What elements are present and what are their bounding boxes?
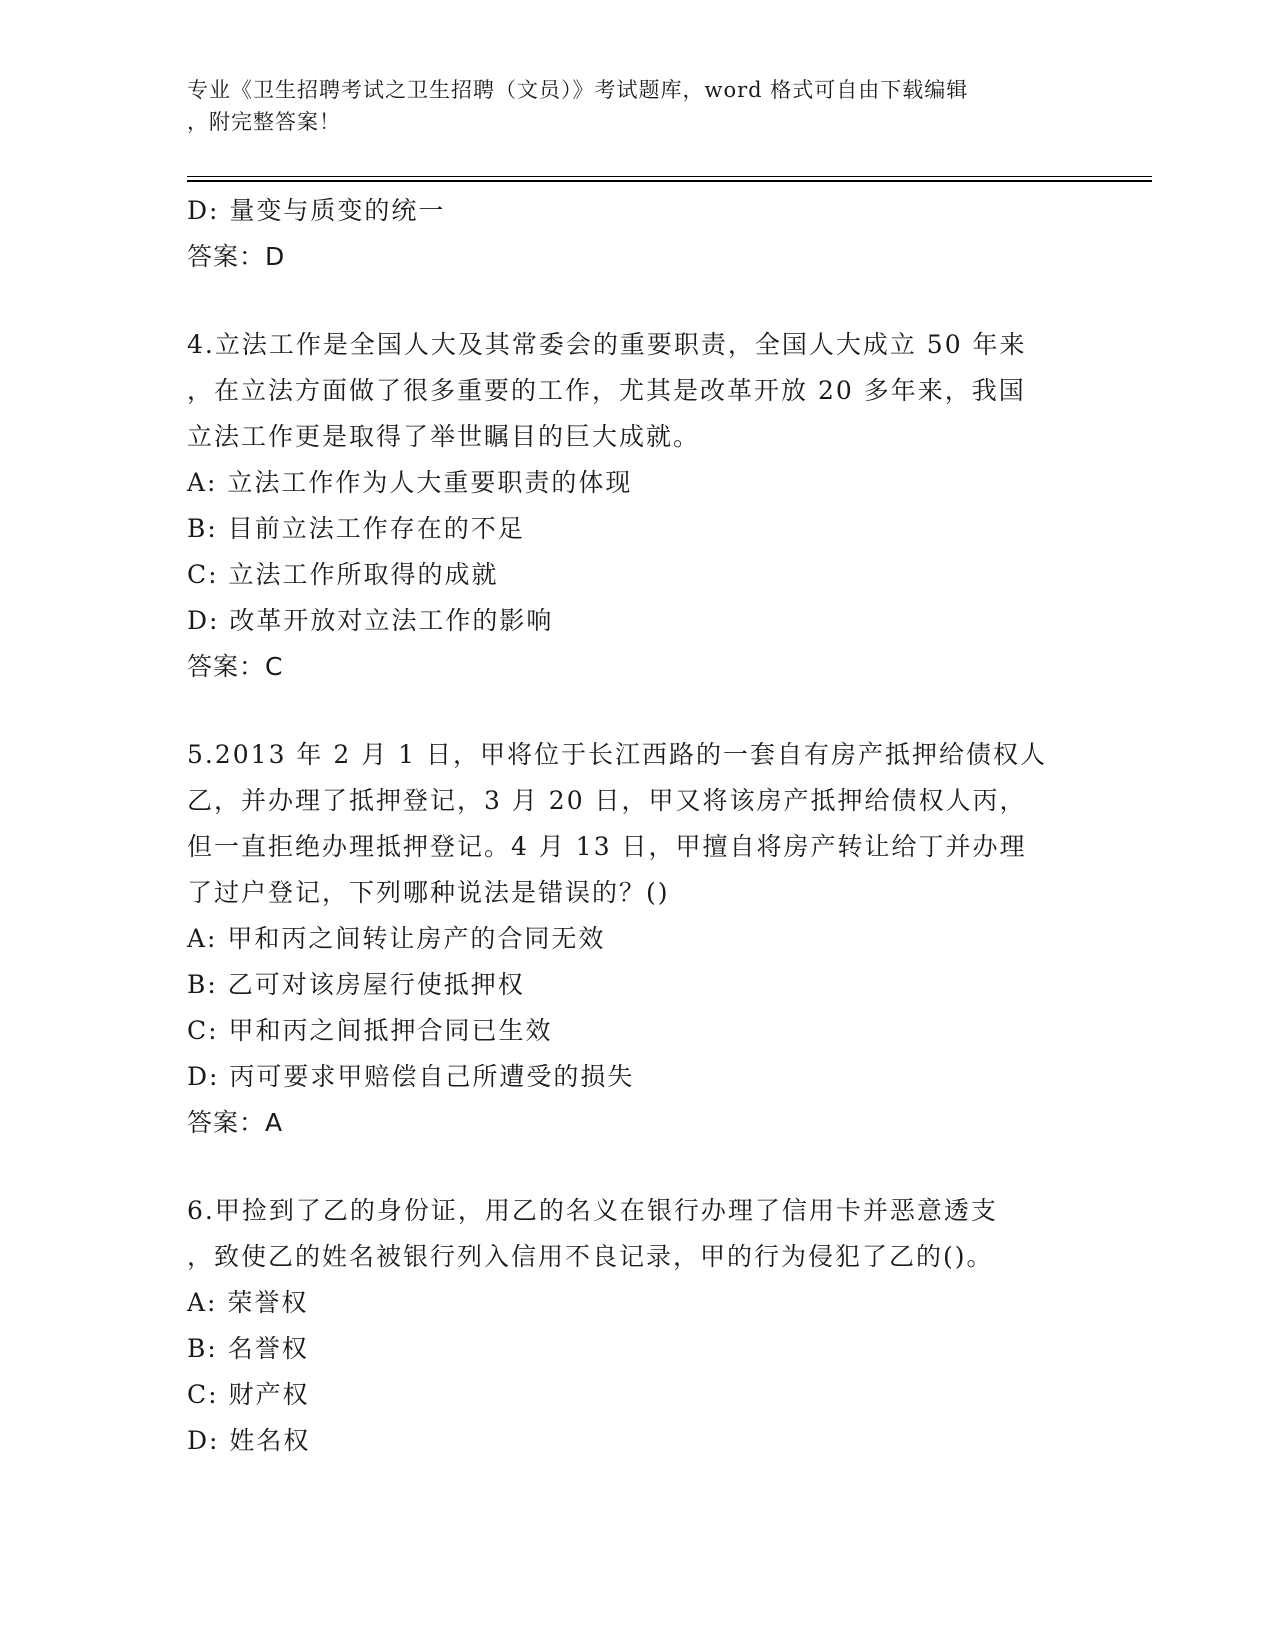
option-d: D: 改革开放对立法工作的影响 [187, 606, 554, 635]
question-text-line: ，致使乙的姓名被银行列入信用不良记录，甲的行为侵犯了乙的()。 [187, 1242, 994, 1271]
question-text-line: 6.甲捡到了乙的身份证，用乙的名义在银行办理了信用卡并恶意透支 [187, 1196, 998, 1225]
header-divider-thick [187, 180, 1152, 182]
answer-line: 答案：D [187, 242, 286, 271]
option-b: B: 乙可对该房屋行使抵押权 [187, 970, 525, 999]
question-text-line: 了过户登记，下列哪种说法是错误的？() [187, 878, 670, 907]
question-5 [187, 732, 1087, 1146]
question-text-line: 4.立法工作是全国人大及其常委会的重要职责，全国人大成立 50 年来 [187, 330, 1027, 359]
header-divider-thin [187, 176, 1152, 177]
question-text-line: 立法工作更是取得了举世瞩目的巨大成就。 [187, 422, 701, 451]
option-a: A: 甲和丙之间转让房产的合同无效 [187, 924, 606, 953]
option-a: A: 立法工作作为人大重要职责的体现 [187, 468, 633, 497]
option-d: D: 丙可要求甲赔偿自己所遭受的损失 [187, 1062, 635, 1091]
option-b: B: 目前立法工作存在的不足 [187, 514, 525, 543]
answer-line: 答案：A [187, 1108, 284, 1137]
option-d: D: 姓名权 [187, 1426, 311, 1455]
question-4 [187, 322, 1087, 690]
answer-line: 答案：C [187, 652, 284, 681]
page-header [187, 74, 1067, 138]
question-text-line: ，在立法方面做了很多重要的工作，尤其是改革开放 20 多年来，我国 [187, 376, 1026, 405]
option-c: C: 立法工作所取得的成就 [187, 560, 499, 589]
option-c: C: 财产权 [187, 1380, 310, 1409]
question-6 [187, 1188, 1087, 1464]
header-line-1: 专业《卫生招聘考试之卫生招聘（文员）》考试题库，word 格式可自由下载编辑 [187, 78, 969, 102]
question-text-line: 但一直拒绝办理抵押登记。4 月 13 日，甲擅自将房产转让给丁并办理 [187, 832, 1027, 861]
option-c: C: 甲和丙之间抵押合同已生效 [187, 1016, 553, 1045]
option-d: D: 量变与质变的统一 [187, 196, 446, 225]
header-line-2: ，附完整答案！ [187, 110, 341, 134]
question-content [187, 188, 1087, 1464]
question-text-line: 乙，并办理了抵押登记，3 月 20 日，甲又将该房产抵押给债权人丙， [187, 786, 1027, 815]
question-text-line: 5.2013 年 2 月 1 日，甲将位于长江西路的一套自有房产抵押给债权人 [187, 740, 1048, 769]
option-a: A: 荣誉权 [187, 1288, 309, 1317]
option-b: B: 名誉权 [187, 1334, 309, 1363]
